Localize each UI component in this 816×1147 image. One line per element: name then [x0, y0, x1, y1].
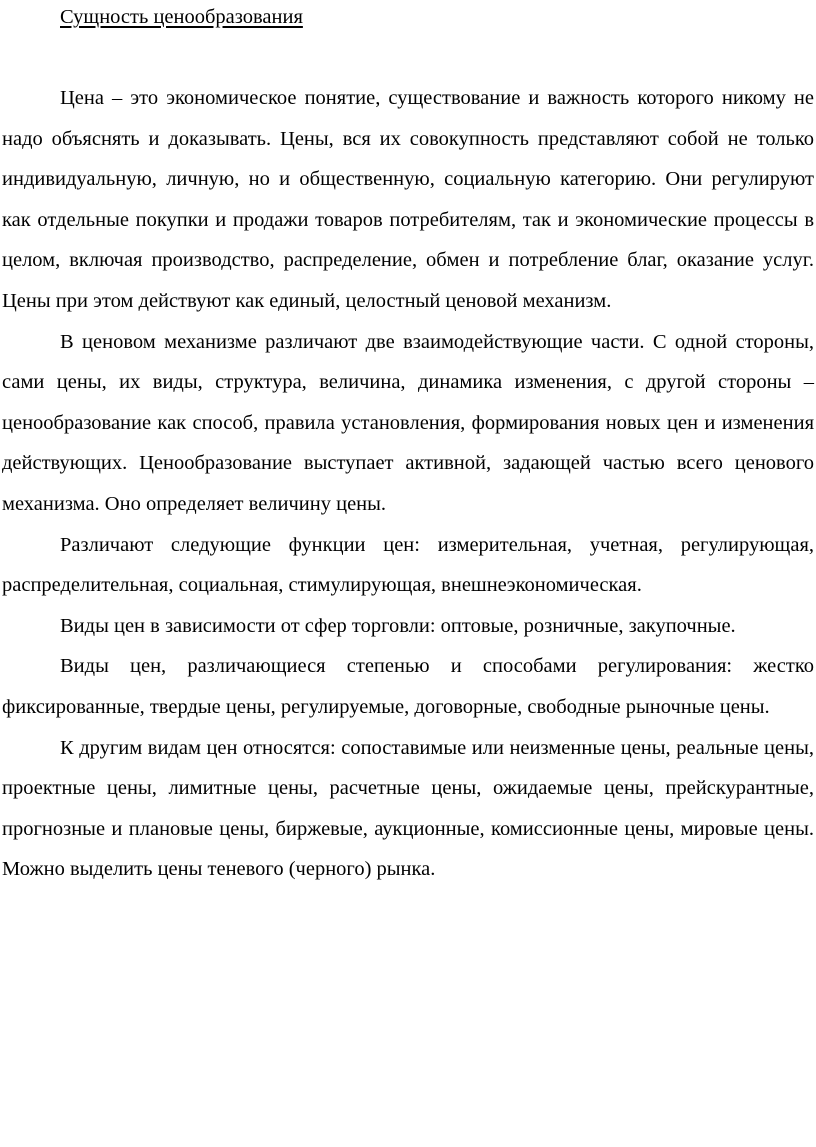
paragraph-1: Цена – это экономическое понятие, существование и важность которого никому не надо объяснять и доказывать. Цены, вся их совокупность представляют собой не только индивидуальную, личную, но и общественную, социальную категорию. Они регулируют как отдельные покупки и продажи товаров потребителям, так и экономические процессы в целом, включая производство, распределение, обмен и потребление благ, оказание услуг. Цены при этом действуют как единый, целостный ценовой механизм. — [2, 87, 814, 312]
document-title: Сущность ценообразования — [60, 6, 303, 28]
paragraph-3: Различают следующие функции цен: измерительная, учетная, регулирующая, распределительная, социальная, стимулирующая, внешнеэкономическая. — [2, 533, 814, 597]
title-spacer — [2, 34, 814, 78]
paragraph-2: В ценовом механизме различают две взаимодействующие части. С одной стороны, сами цены, их виды, структура, величина, динамика изменения, с другой стороны – ценообразование как способ, правила установления, формирования новых цен и изменения действующих. Ценообразование выступает активной, задающей частью всего ценового механизма. Оно определяет величину цены. — [2, 330, 814, 515]
paragraph-5: Виды цен, различающиеся степенью и способами регулирования: жестко фиксированные, твердые цены, регулируемые, договорные, свободные рыночные цены. — [2, 655, 814, 718]
paragraph-4: Виды цен в зависимости от сфер торговли: оптовые, розничные, закупочные. — [60, 614, 736, 637]
paragraph-6: К другим видам цен относятся: сопоставимые или неизменные цены, реальные цены, проектные цены, лимитные цены, расчетные цены, ожидаемые цены, прейскурантные, прогнозные и плановые цены, биржевые, аукционные, комиссионные цены, мировые цены. Можно выделить цены теневого (черного) рынка. — [2, 736, 814, 881]
